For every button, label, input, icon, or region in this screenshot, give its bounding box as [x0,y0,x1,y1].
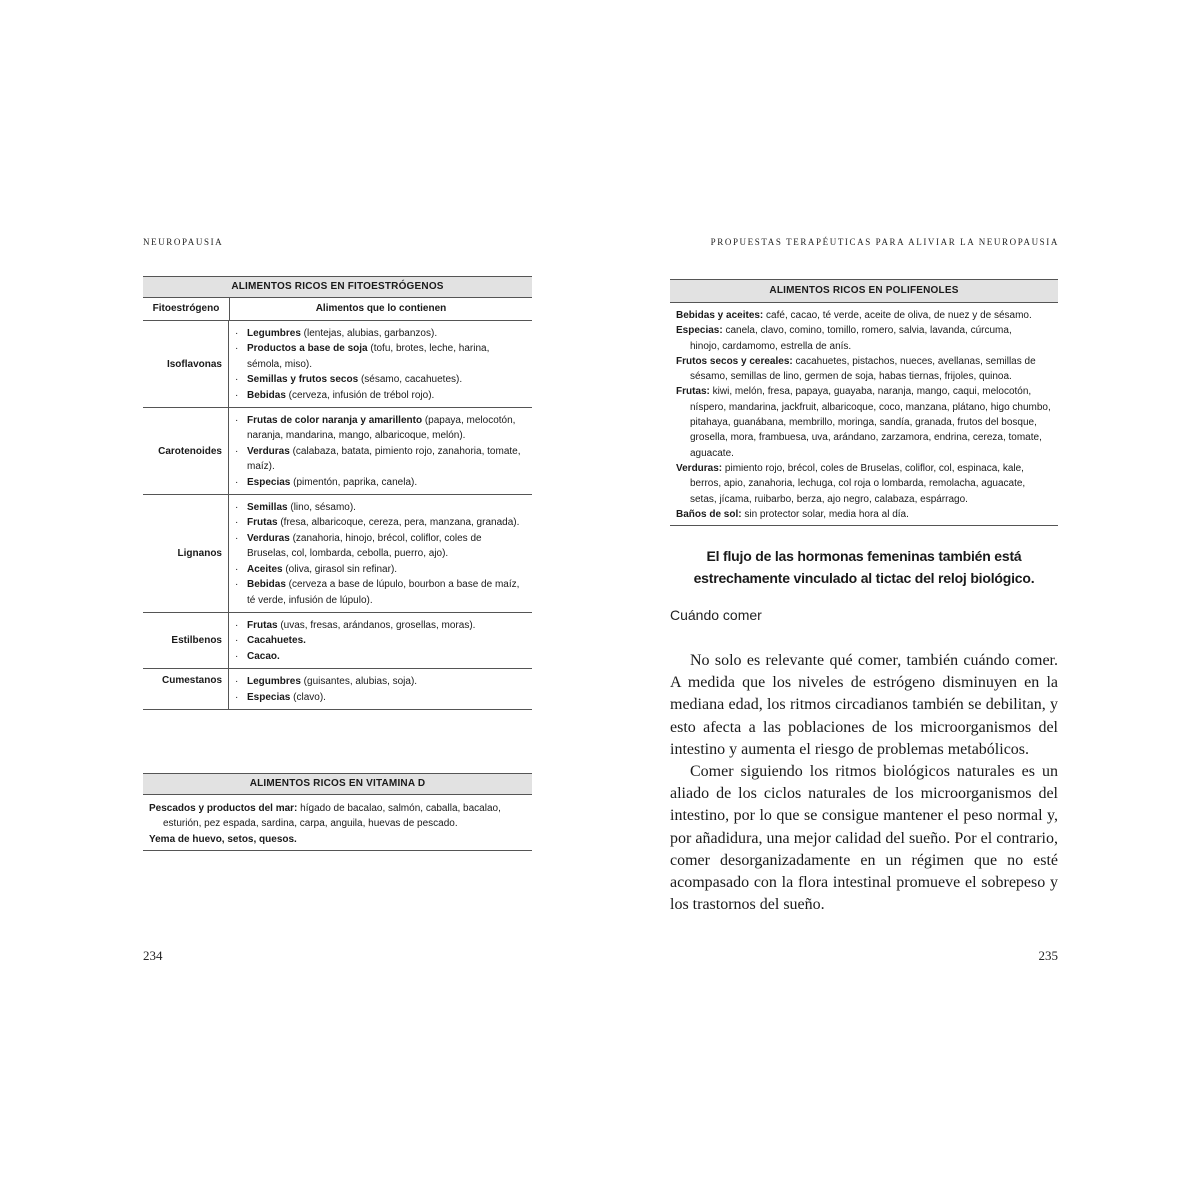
table-row [143,495,532,613]
list-item: · Legumbres (guisantes, alubias, soja). [233,674,524,689]
col-header-foods: Alimentos que lo contienen [315,303,447,314]
polyphenol-entry: Especias: canela, clavo, comino, tomillo, romero, salvia, lavanda, cúrcuma, hinojo, cardamomo, estrella de anís. [676,325,1012,352]
vitamin-d-line: Yema de huevo, setos, quesos. [149,833,297,845]
table-row [143,321,532,408]
list-item: · Frutas (uvas, fresas, arándanos, grosellas, moras). [233,618,524,633]
polyphenol-table-title: ALIMENTOS RICOS EN POLIFENOLES [670,279,1058,303]
list-item: · Bebidas (cerveza a base de lúpulo, bourbon a base de maíz, té verde, infusión de lúpulo). [233,577,524,608]
list-item: · Verduras (zanahoria, hinojo, brécol, coliflor, coles de Bruselas, col, lombarda, cebolla, puerro, ajo). [233,531,524,562]
list-item: · Cacao. [233,649,524,664]
polyphenol-entry: Frutos secos y cereales: cacahuetes, pistachos, nueces, avellanas, semillas de sésamo, semillas de lino, germen de soja, habas tiernas, frijoles, quinoa. [676,355,1036,383]
polyphenol-entry: Baños de sol: sin protector solar, media hora al día. [676,508,909,520]
polyphenol-table-body [670,303,1058,526]
pull-quote-line: estrechamente vinculado al tictac del reloj biológico. [693,570,1035,586]
right-page [600,0,1200,1200]
running-head-left: NEUROPAUSIA [143,237,224,247]
row-name: Carotenoides [143,408,229,494]
pull-quote [670,545,1058,589]
page-number-right: 235 [1038,948,1058,963]
page-number-left: 234 [143,948,163,963]
row-name: Isoflavonas [143,321,229,407]
list-item: · Especias (clavo). [233,690,524,705]
table-row [143,613,532,669]
running-head-right: PROPUESTAS TERAPÉUTICAS PARA ALIVIAR LA NEUROPAUSIA [710,237,1059,247]
vitamin-d-table-body [143,795,532,851]
list-item: · Productos a base de soja (tofu, brotes, leche, harina, sémola, miso). [233,341,524,372]
phytoestrogen-table [143,276,532,710]
list-item: · Aceites (oliva, girasol sin refinar). [233,562,524,577]
list-item: · Frutas de color naranja y amarillento (papaya, melocotón, naranja, mandarina, mango, albaricoque, melón). [233,413,524,444]
list-item: · Especias (pimentón, paprika, canela). [233,475,524,490]
list-item: · Frutas (fresa, albaricoque, cereza, pera, manzana, granada). [233,515,524,530]
phytoestrogen-table-title: ALIMENTOS RICOS EN FITOESTRÓGENOS [143,276,532,298]
list-item: · Bebidas (cerveza, infusión de trébol rojo). [233,388,524,403]
table-row [143,408,532,495]
row-name: Estilbenos [143,613,229,668]
vitamin-d-line: esturión, pez espada, sardina, carpa, anguila, huevas de pescado. [163,818,458,830]
section-subheading: Cuándo comer [670,607,762,623]
row-name: Lignanos [143,495,229,612]
table-row [143,669,532,710]
polyphenol-entry: Frutas: kiwi, melón, fresa, papaya, guayaba, naranja, mango, caqui, melocotón, níspero, mandarina, jackfruit, albaricoque, coco, manzana, plátano, higo chumbo, pitahaya, guanábana, membrillo, moringa, sandía, granada, frutos del bosque, grosella, mora, frambuesa, uva, arándano, zarzamora, endrina, cereza, tomate, aguacate. [676,386,1051,459]
polyphenol-entry: Verduras: pimiento rojo, brécol, coles de Bruselas, coliflor, col, espinaca, kale, berros, apio, zanahoria, lechuga, col roja o lombarda, remolacha, aguacate, setas, jícama, ruibarbo, berza, ajo negro, calabaza, espárrago. [676,462,1026,505]
list-item: · Verduras (calabaza, batata, pimiento rojo, zanahoria, tomate, maíz). [233,444,524,475]
list-item: · Legumbres (lentejas, alubias, garbanzos). [233,326,524,341]
paragraph: Comer siguiendo los ritmos biológicos naturales es un aliado de los ciclos naturales de los microorganismos del intestino, por lo que se consigue mantener el peso normal y, por añadidura, una mejor calidad del sueño. Por el contrario, comer desorganizadamente en un régimen que no esté acompasado con la flora intestinal promueve el sobrepeso y los trastornos del sueño. [670,763,1058,914]
paragraph: No solo es relevante qué comer, también cuándo comer. A medida que los niveles de estrógeno disminuyen en la mediana edad, los ritmos circadianos también se debilitan, y esto afecta a las poblaciones de los microorganismos del intestino y aumenta el riesgo de problemas metabólicos. [670,652,1058,758]
list-item: · Semillas (lino, sésamo). [233,500,524,515]
list-item: · Semillas y frutos secos (sésamo, cacahuetes). [233,372,524,387]
body-text [670,650,1058,916]
polyphenol-table [670,279,1058,526]
pull-quote-line: El flujo de las hormonas femeninas también está [706,548,1022,564]
vitamin-d-line: Pescados y productos del mar: hígado de bacalao, salmón, caballa, bacalao, [149,803,501,814]
vitamin-d-table-title: ALIMENTOS RICOS EN VITAMINA D [143,773,532,795]
col-header-phytoestrogen: Fitoestrógeno [143,298,230,320]
row-name: Cumestanos [143,669,229,709]
polyphenol-entry: Bebidas y aceites: café, cacao, té verde, aceite de oliva, de nuez y de sésamo. [676,310,1032,321]
vitamin-d-table [143,773,532,851]
phytoestrogen-table-header [143,298,532,321]
list-item: · Cacahuetes. [233,633,524,648]
